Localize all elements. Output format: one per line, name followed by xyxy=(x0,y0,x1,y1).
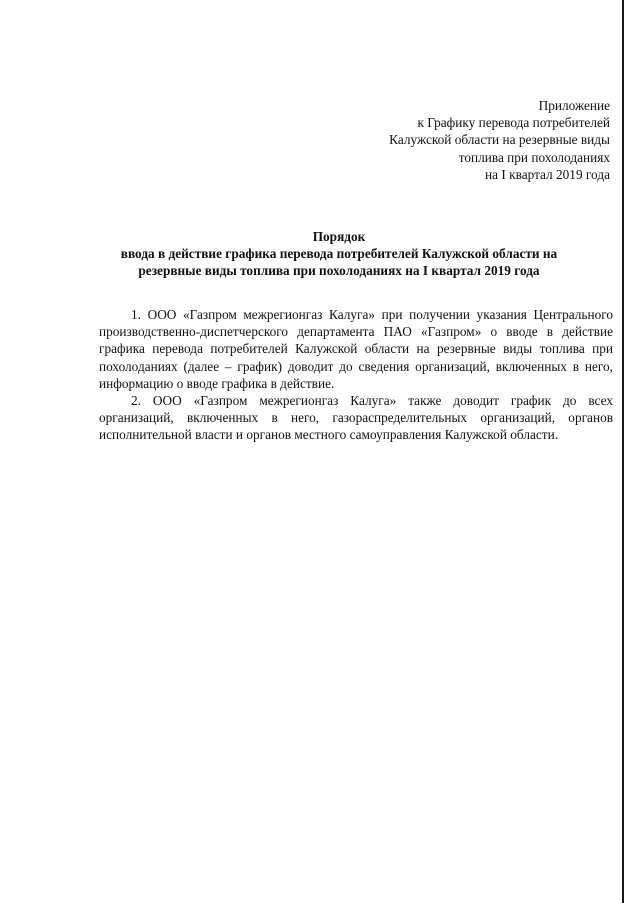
appendix-line: к Графику перевода потребителей xyxy=(417,115,610,131)
document-heading xyxy=(100,228,578,280)
paragraph-1: 1. ООО «Газпром межрегионгаз Калуга» при получении указания Центрального производственно-диспетчерского департамента ПАО «Газпром» о вводе в действие графика перевода потребителей Калужской области на резервные виды топлива при похолоданиях (далее – график) доводит до сведения организаций, включенных в него, информацию о вводе графика в действие. xyxy=(99,307,613,391)
appendix-line: на I квартал 2019 года xyxy=(485,166,610,182)
paragraph-2: 2. ООО «Газпром межрегионгаз Калуга» также доводит график до всех организаций, включенных в него, газораспределительных организаций, органов исполнительной власти и органов местного самоуправления Калужской области. xyxy=(99,393,613,443)
document-title: Порядок xyxy=(312,229,366,244)
document-subtitle-line: резервные виды топлива при похолоданиях на I квартал 2019 года xyxy=(138,263,540,279)
document-body xyxy=(99,306,613,444)
appendix-line: Приложение xyxy=(538,98,610,113)
scan-edge-line xyxy=(622,0,624,903)
document-subtitle-line: ввода в действие графика перевода потребителей Калужской области на xyxy=(120,246,558,262)
appendix-line: топлива при похолоданиях xyxy=(458,149,610,165)
appendix-note xyxy=(310,97,610,183)
appendix-line: Калужской области на резервные виды xyxy=(389,132,610,148)
